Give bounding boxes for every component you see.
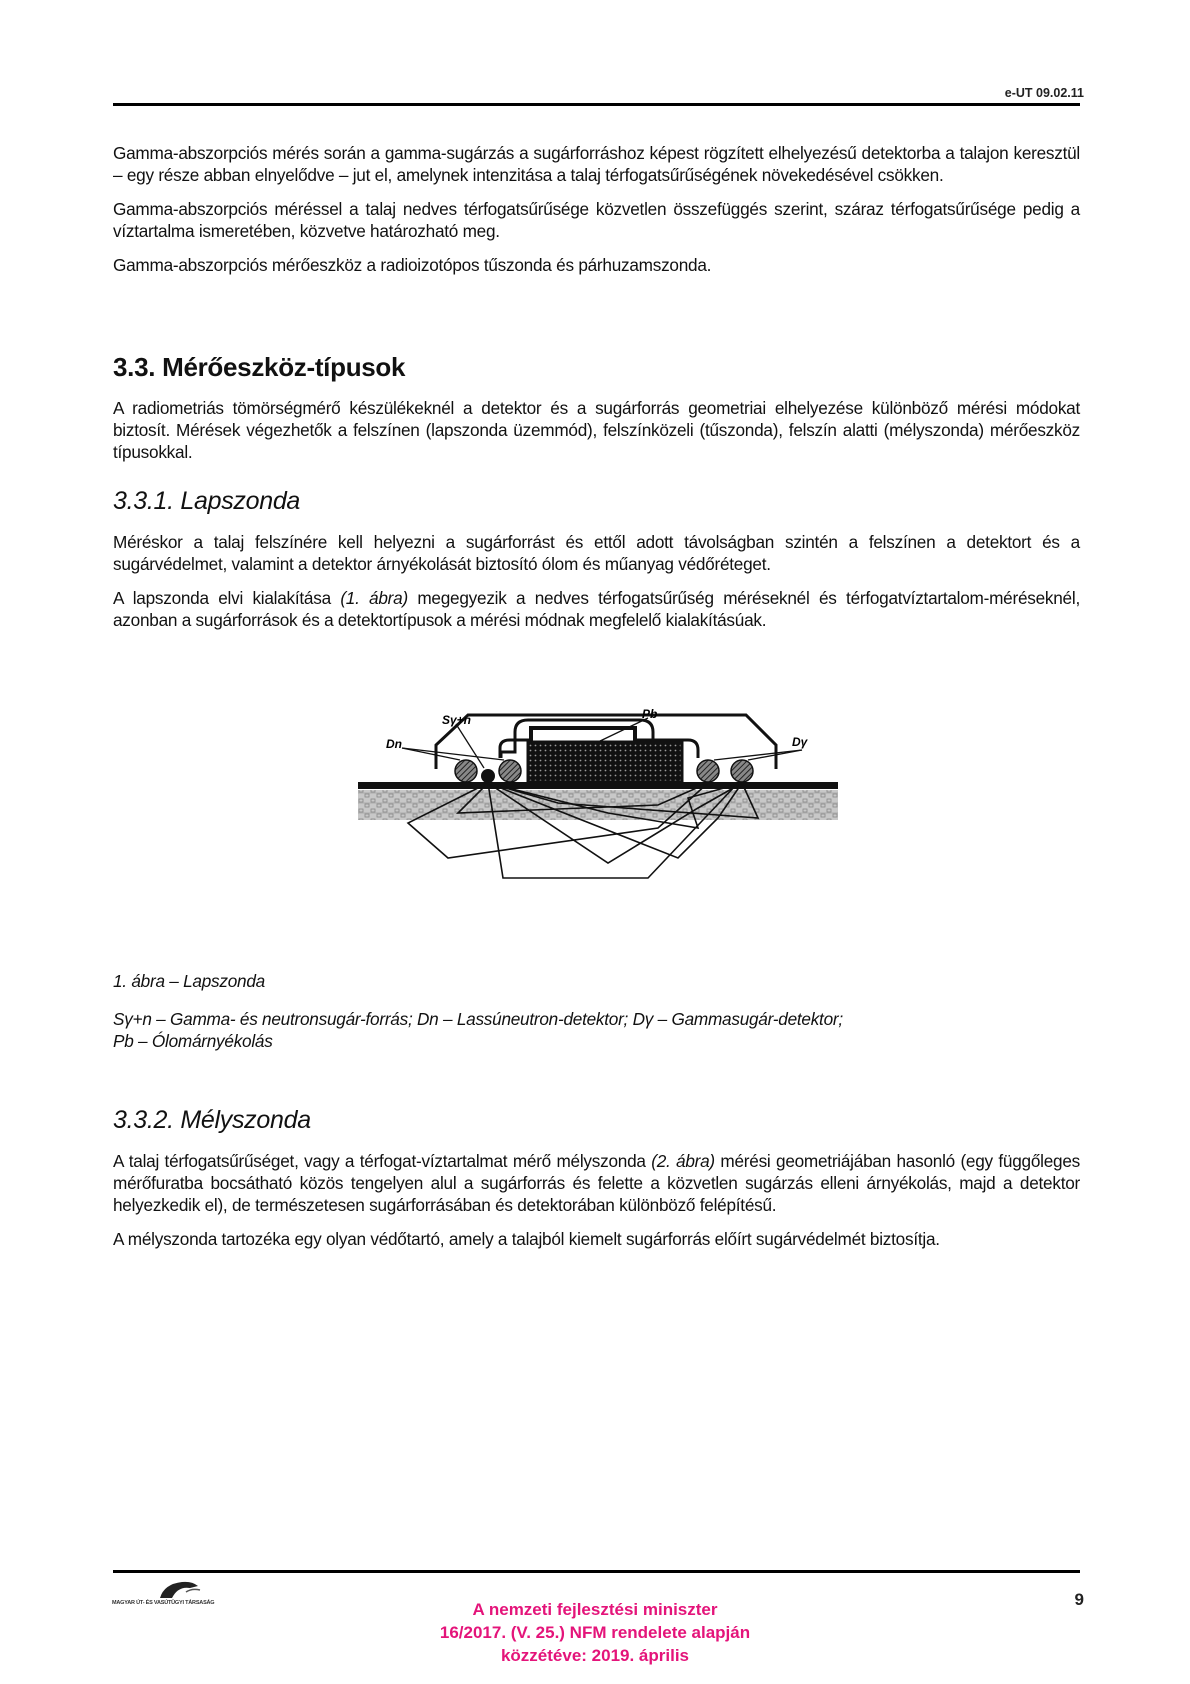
text: A talaj térfogatsűrűséget, vagy a térfogat-víztartalmat mérő mélyszonda	[113, 1151, 652, 1171]
organization-logo	[112, 1578, 262, 1618]
label-pb: Pb	[642, 708, 658, 721]
text: A lapszonda elvi kialakítása	[113, 588, 341, 608]
paragraph: A mélyszonda tartozéka egy olyan védőtartó, amely a talajból kiemelt sugárforrás előírt sugárvédelmét biztosítja.	[113, 1229, 940, 1249]
lapszonda-diagram	[358, 708, 838, 948]
paragraph: Méréskor a talaj felszínére kell helyezni a sugárforrást és ettől adott távolságban szintén a felszínen a detektort és a sugárvédelmet, valamint a detektor árnyékolását biztosító ólom és műanyag védőréteget.	[113, 532, 1080, 574]
paragraph: Gamma-abszorpciós mérés során a gamma-sugárzás a sugárforráshoz képest rögzített elhelyezésű detektorba a talajon keresztül – egy része abban elnyelődve – jut el, amelynek intenzitása a talaj térfogatsűrűségének növekedésével csökken.	[113, 143, 1080, 185]
publication-note-line: 16/2017. (V. 25.) NFM rendelete alapján	[439, 1623, 751, 1642]
figure-reference: (2. ábra)	[651, 1151, 715, 1171]
publication-note-line: A nemzeti fejlesztési miniszter	[472, 1600, 718, 1619]
logo-icon	[112, 1578, 262, 1600]
section-heading-3-3-1: 3.3.1. Lapszonda	[113, 487, 301, 515]
figure-caption: 1. ábra – Lapszonda	[113, 971, 265, 991]
logo-text: MAGYAR ÚT- ÉS VASÚTÜGYI TÁRSASÁG	[112, 1600, 215, 1606]
publication-note-line: közzétéve: 2019. április	[500, 1646, 690, 1665]
label-dgamma: Dγ	[792, 735, 808, 749]
section-heading-3-3: 3.3. Mérőeszköz-típusok	[113, 352, 406, 382]
section-heading-3-3-2: 3.3.2. Mélyszonda	[113, 1106, 311, 1134]
legend-line: Sγ+n – Gamma- és neutronsugár-forrás; Dn – Lassúneutron-detektor; Dγ – Gammasugár-detektor;	[113, 1009, 843, 1029]
paragraph: Gamma-abszorpciós mérőeszköz a radioizotópos tűszonda és párhuzamszonda.	[113, 255, 712, 275]
figure-lapszonda	[358, 708, 838, 948]
page-number: 9	[1074, 1590, 1084, 1609]
section-3-3-body	[113, 397, 1080, 463]
footer-rule	[113, 1570, 1080, 1573]
label-source: Sγ+n	[442, 713, 472, 727]
paragraph: A radiometriás tömörségmérő készülékeknél a detektor és a sugárforrás geometriai elhelyezése különböző mérési módokat biztosít. Mérések végezhetők a felszínen (lapszonda üzemmód), felszínközeli (tűszonda), felszín alatti (mélyszonda) mérőeszköz típusokkal.	[113, 398, 1080, 462]
label-dn: Dn	[386, 737, 402, 751]
legend-line: Pb – Ólomárnyékolás	[113, 1031, 273, 1051]
section-3-3-1-body	[113, 531, 1080, 631]
publication-note	[395, 1598, 795, 1667]
paragraph	[113, 587, 1080, 631]
figure-legend	[113, 1008, 843, 1052]
figure-reference: (1. ábra)	[340, 588, 408, 608]
intro-block	[113, 142, 1080, 276]
paragraph: Gamma-abszorpciós méréssel a talaj nedves térfogatsűrűsége közvetlen összefüggés szerint, száraz térfogatsűrűsége pedig a víztartalma ismeretében, közvetve határozható meg.	[113, 199, 1080, 241]
text: megegyezik a nedves térfogatsűrűség méréseknél és térfogatvíztartalom-méréseknél, azonban a sugárforrások és a detektortípusok a mérési módnak megfelelő kialakításúak.	[113, 588, 1080, 630]
paragraph	[113, 1150, 1080, 1216]
document-id: e-UT 09.02.11	[1004, 86, 1084, 100]
text: mérési geometriájában hasonló (egy függőleges mérőfuratba bocsátható közös tengelyen alul a sugárforrás és felette a közvetlen sugárzás elleni árnyékolás, majd a detektor helyezkedik el), de természetesen sugárforrásában és detektorában különböző felépítésű.	[113, 1151, 1081, 1215]
section-3-3-2-body	[113, 1150, 1080, 1250]
header-rule	[113, 103, 1080, 106]
